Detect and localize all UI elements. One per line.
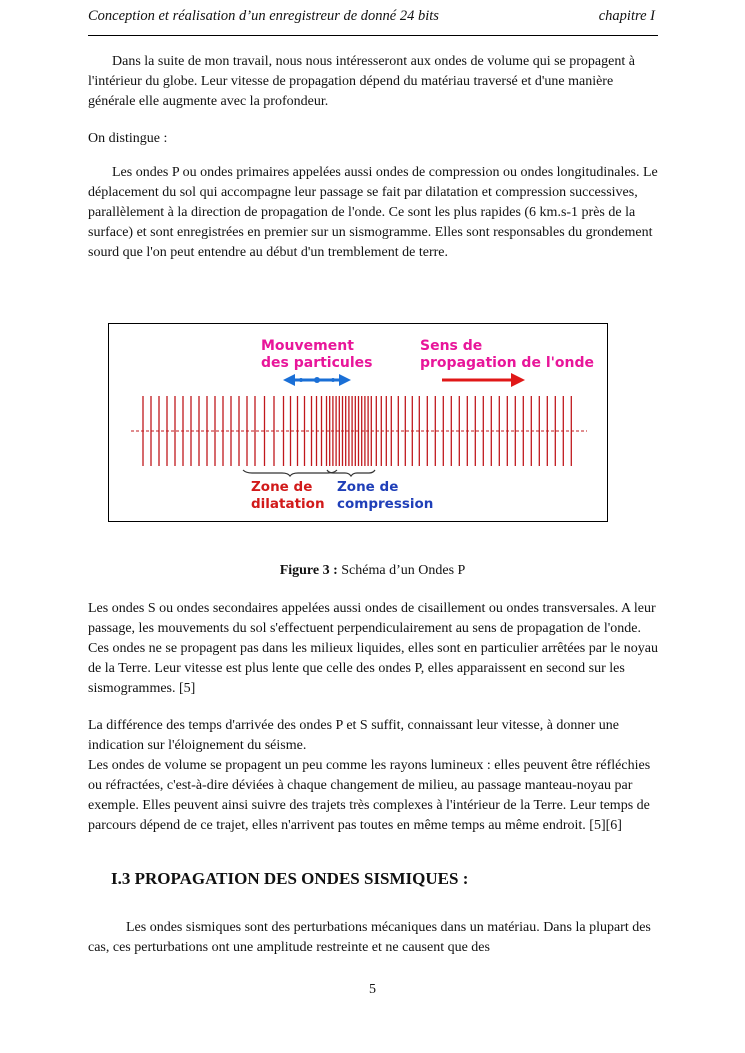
figure-caption — [0, 563, 745, 579]
header-title: Conception et réalisation d’un enregistreur de donné 24 bits — [88, 8, 439, 24]
brace-dilatation — [243, 470, 337, 476]
paragraph-ondes-s: Les ondes S ou ondes secondaires appelées aussi ondes de cisaillement ou ondes transversales. A leur passage, les mouvements du sol s'effectuent perpendiculairement au sens de propagation de l'onde. Ces ondes ne se propagent pas dans les milieux liquides, elles sont en particulier arrêtées par le noyau de la Terre. Leur vitesse est plus lente que celle des ondes P, elles apparaissent en second sur les sismogrammes. [5] — [88, 601, 658, 696]
paragraph-intro: Dans la suite de mon travail, nous nous intéresseront aux ondes de volume qui se propagent à l'intérieur du globe. Leur vitesse de propagation dépend du matériau traversé et d'une manière générale elle augmente avec la profondeur. — [88, 54, 635, 109]
page-header — [88, 6, 658, 36]
label-direction-line1: Sens de — [420, 338, 483, 354]
paragraph-on-distingue: On distingue : — [88, 131, 168, 146]
label-movement-line1: Mouvement — [261, 338, 354, 354]
header-chapter: chapitre I — [598, 8, 655, 24]
paragraph-ondes-p: Les ondes P ou ondes primaires appelées aussi ondes de compression ou ondes longitudinales. Le déplacement du sol qui accompagne leur passage se fait par dilatation et compression successives, parallèlement à la direction de propagation de l'onde. Ce sont les plus rapides (6 km.s-1 près de la surface) et sont enregistrées en premier sur un sismogramme. Elles sont responsables du grondement sourd que l'on peut entendre au début d'un tremblement de terre. — [88, 165, 658, 260]
paragraph-ondes-volume: Les ondes de volume se propagent un peu comme les rayons lumineux : elles peuvent être réfléchies ou réfractées, c'est-à-dire déviées à chaque changement de milieu, au passage manteau-noyau par exemple. Elles peuvent ainsi suivre des trajets très complexes à l'intérieur de la Terre. Leur temps de parcours dépend de ce trajet, elles n'arrivent pas toutes en même temps au même endroit. [5][6] — [88, 758, 651, 833]
label-direction-line2: propagation de l'onde — [420, 355, 595, 371]
paragraph-ondes-sismiques: Les ondes sismiques sont des perturbations mécaniques dans un matériau. Dans la plupart des cas, ces perturbations ont une amplitude restreinte et ne causent que des — [88, 920, 651, 955]
label-dilatation-line1: Zone de — [251, 479, 313, 495]
section-title: I.3 PROPAGATION DES ONDES SISMIQUES : — [111, 869, 469, 888]
label-compression-line1: Zone de — [337, 479, 399, 495]
figure-caption-text: Schéma d’un Ondes P — [341, 563, 466, 578]
label-compression-line2: compression — [337, 496, 434, 512]
particle-movement-arrow — [283, 374, 351, 386]
p-wave-illustration — [109, 324, 607, 521]
figure-caption-label: Figure 3 : — [279, 563, 338, 578]
label-movement-line2: des particules — [261, 355, 373, 371]
propagation-direction-arrow — [442, 373, 525, 387]
page-number: 5 — [369, 982, 376, 997]
figure-p-wave-diagram — [108, 323, 608, 522]
paragraph-difference-temps: La différence des temps d'arrivée des ondes P et S suffit, connaissant leur vitesse, à donner une indication sur l'éloignement du séisme. — [88, 718, 619, 753]
label-dilatation-line2: dilatation — [251, 496, 325, 512]
wave-compression-lines — [131, 396, 587, 466]
brace-compression — [327, 470, 375, 476]
